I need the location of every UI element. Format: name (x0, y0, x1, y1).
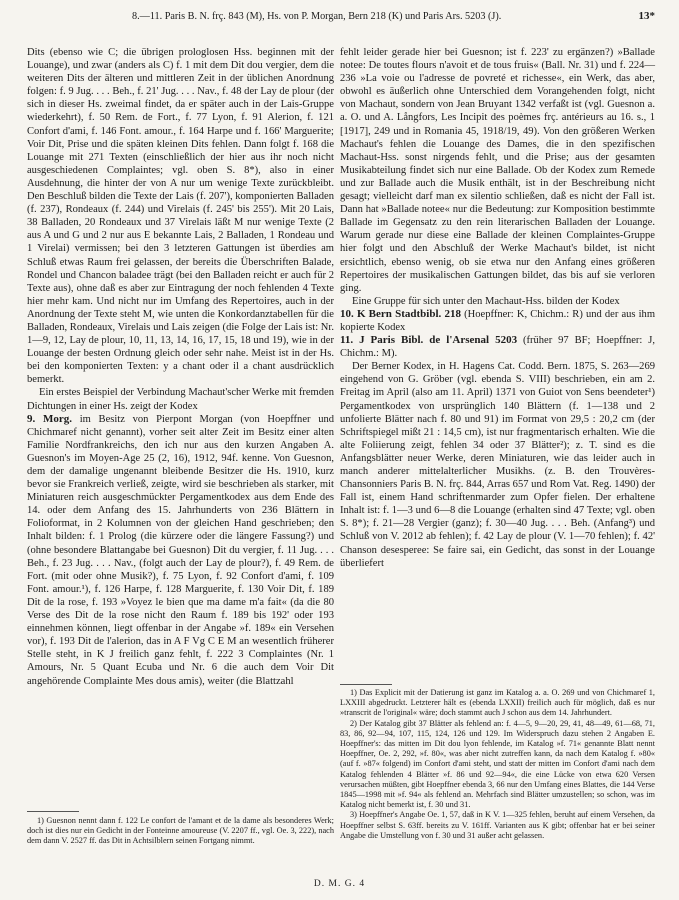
running-header (28, 10, 655, 26)
footnote-left-1: 1) Guesnon nennt dann f. 122 Le confort de l'amant et de la dame als besonderes Werk; doch ist dies nur ein Gedicht in der Fonteinne amoureuse (V. 2207 ff., vgl. Oe. 3, 222), nach dem dann V. 2527 ff. das Dit in Achtsilblern seinen Fortgang nimmt. (27, 816, 334, 846)
entry-11-title: Paris Bibl. de l'Arsenal 5203 (370, 334, 518, 347)
paragraph-manuscript-m: Dits (ebenso wie C; die übrigen prologlosen Hss. beginnen mit der Louange), und zwar (anders als C) f. 1 mit dem Dit dou vergier, dem die weiteren Dits der älteren und mittleren Zeit in der üblichen Anordnung folgen: f. 9 Jug. . . . Beh., f. 21' Jug. . . . Nav., f. 48 der Lay de plour (der sich in dieser Hs. zweimal findet, da er später auch in der Lais-Gruppe wiederkehrt), f. 50 Rem. de Fort., f. 77 Lyon, f. 91 Alerion, f. 121 Confort d'ami, f. 146 Font. amour., f. 164 Harpe und f. 166' Marguerite; Voir Dit, Prise und die späten kleinen Dits fehlen. Dann folgt f. 168 die Louange mit 271 Texten (einschließlich der hier aus ihr noch nicht ausgeschiedenen Complaintes; vgl. oben S. 8*), also in einer Ausdehnung, die hinter der von A nur um wenige Texte zurückbleibt. Den Beschluß bilden die Texte der Lais (f. 207'), komponierten Balladen (f. 237), Rondeaux (f. 244) und Virelais (f. 245' bis 255'). Mit 20 Lais, 38 Balladen, 20 Rondeaux und 37 Virelais läßt M nur wenige Texte (2 aus A und G und 2 nur aus E bekannte Lais, 2 Balladen, 1 Rondeau und 1 Virelai) vermissen; bei den 3 letzteren Gattungen ist überdies am Schluß etwas Raum frei gelassen, der bereits die Überschriften Balade, Rondel und Chancon baladee trägt (bei den Balladen reicht er auch für 2 Texte aus), ohne daß es aber zur Eintragung der noch fehlenden 4 Texte hier mehr kam. Und nicht nur im Umfang des Repertoires, auch in der Anordnung der Texte steht M, wie unten die Konkordanztabellen für die Balladen, Rondeaux, Virelais und Lais zeigen (die Folge der Lais ist: Nr. 1—9, 12, Lay de plour, 10, 11, 13, 14, 16, 17, 15, 18 und 19), wie in der Louange der besten Ordnung gleich oder sehr nahe. Meist ist in der Hs. bei den komponierten Texten: y a chant oder il a chant ausdrücklich bemerkt. (27, 47, 334, 386)
footnotes-right (340, 688, 655, 841)
paragraph-morgan-continued: fehlt leider gerade hier bei Guesnon; ist f. 223' zu ergänzen?) »Ballade notee: De toutes flours n'avoit et de tous fruis« (Ball. Nr. 31) und f. 224—236 »La voie ou l'adresse de povreté et richesse«, ein Werk, das aber, obwohl es äußerlich ohne Unterschied dem Vorangehenden folgt, nicht von Machaut, sondern von Jean Bruyant 1342 verfaßt ist (vgl. Guesnon a. a. O. und A. Långfors, Les Incipit des poèmes frç. antérieurs au 16. s., 1 [1917], 249 und in Romania 45, 1918/19, 49). Von den größeren Werken Machaut's fehlen die Louange des Dames, die in den spezifischen Machaut-Hss. sonst nirgends fehlt, und die Prise; aus der gesamten Musikabteilung findet sich nur eine Ballade. Ob der Kodex zum Remede und zur Ballade auch die Musik enthält, ist in der Beschreibung nicht gesagt; vielleicht darf man ex silentio schließen, daß es nicht der Fall ist. Dann hat »Ballade notee« nur die Bedeutung: zur Komposition bestimmte Ballade im Gegensatz zu den rein literarischen Balladen der Louange. Warum gerade nur diese eine Ballade der kleinen Complaintes-Gruppe hier folgt und den Abschluß der Werke Machaut's bildet, ist nicht ersichtlich, ebenso wenig, ob sie etwa nur den Anfang eines größeren Repertoires der musikalischen Gattungen bildet, das bis auf sie verloren ging. (340, 47, 655, 294)
entry-9-label: 9. Morg. (27, 412, 73, 425)
entry-9-morgan (27, 413, 334, 688)
page-number: 13* (638, 10, 655, 22)
footnote-right-3: 3) Hoepffner's Angabe Oe. 1, 57, daß in K V. 1—325 fehlen, beruht auf einem Versehen, da Hoepffner selbst S. 63ff. bereits zu V. 161ff. Varianten aus K gibt; offenbar hat er bei seiner Angabe die Umstellung von f. 30 und 31 außer acht gelassen. (340, 810, 655, 840)
entry-11-arsenal (340, 334, 655, 360)
header-title: 8.—11. Paris B. N. frç. 843 (M), Hs. von P. Morgan, Bern 218 (K) und Paris Ars. 5203 (J). (132, 11, 502, 22)
footnote-right-2: 2) Der Katalog gibt 37 Blätter als fehlend an: f. 4—5, 9—20, 29, 41, 48—49, 61—68, 71, 83, 86, 92—94, 107, 115, 124, 126 und 129. Im Widerspruch dazu stehen 2 Angaben E. Hoepffner's: das mitten im Dit dou lyon fehlende, im Katalog »f. 71« genannte Blatt nennt Hoepffner, Oe. 2, 292, »f. 80«, was aber nicht zutreffen kann, da nach dem Katalog f. »80« (auf f. »87« folgend) im Confort d'ami steht, und statt der mitten im Confort d'ami nach dem Katalog fehlenden 4 Blätter »f. 86 und 92—94«, die eine Lücke von etwa 620 Versen verursachen müßten, gibt Hoepffner ebenda 3, 66 nur den Umfang eines Blattes, die 144 Verse 1845—1998 mit »f. 94« als fehlend an. Mehrfach sind Blätter umzustellen; so schon, was im Katalog nicht bemerkt ist, f. 30 und 31. (340, 718, 655, 810)
paragraph-transition: Ein erstes Beispiel der Verbindung Machaut'scher Werke mit fremden Dichtungen in einer Hs. zeigt der Kodex (27, 387, 334, 412)
footnotes-left (27, 816, 334, 847)
entry-10-label: 10. K (340, 307, 366, 320)
left-column (27, 46, 334, 810)
footnote-rule-left (27, 811, 79, 812)
entry-11-label: 11. J (340, 334, 365, 347)
footnote-right-1: 1) Das Explicit mit der Datierung ist ganz im Katalog a. a. O. 269 und von Chichmaref 1, LXXIII abgedruckt. Letzterer hält es (ebenda LXXII) freilich auch für möglich, daß es nur »transcrit de l'original« wäre; doch stammt auch J schon aus dem 14. Jahrhundert. (340, 688, 655, 718)
paragraph-bern-description: Der Berner Kodex, in H. Hagens Cat. Codd. Bern. 1875, S. 263—269 eingehend von G. Gröber (vgl. ebenda S. VIII) beschrieben, ein am 2. Freitag im April (also am 11. April) 1371 von Guiot von Sens beendeter¹) Pergamentkodex von ursprünglich 140 Blättern (f. 1—138 und 2 unfolierte Blätter nach f. 80 und 91) im Format von 29,5 : 20,2 cm (der Schriftspiegel mißt 21 : 14,5 cm), ist nur fragmentarisch erhalten. Wie die alte Foliierung zeigt, fehlen 34 oder 37 Blätter²); z. T. sind es die Anfangsblätter neuer Werke, deren Miniaturen, wie das leider auch in manch anderer mittelalterlicher Musikhs. (z. B. den Trouvères-Chansonniers Paris B. N. frç. 844, Arras 657 und Rom Vat. Reg. 1490) der Fall ist, einem Hand schriftenmarder zum Opfer fielen. Der erhaltene Inhalt ist: f. 1—3 und 6—8 die Louange (erhalten sind 47 Texte; vgl. oben S. 8*); f. 21—28 Vergier (ganz); f. 30—40 Jug. . . . Beh. (Anfang³) und Schluß von V. 2012 ab fehlen); f. 42 Lay de plour (V. 1—70 fehlen); f. 42' Chanson desesperee: Se faire sai, ein Gedicht, das sonst in der Louange überliefert (340, 361, 655, 569)
entry-9-text: im Besitz von Pierpont Morgan (von Hoepffner und Chichmaref nicht genannt), vorher seit alter Zeit im Besitz einer alten Familie Nordfrankreichs, den ich nur aus den kurzen Angaben A. Guesnon's im Moyen-Age 25 (2, 16), 1912, 94f. kenne. Von Guesnon, dem der damalige ungenannt bleibende Besitzer die Hs. 1910, kurz bevor sie Frankreich verließ, zeigte, wird sie beschrieben als starker, mit Miniaturen reich ausgeschmückter Pergamentkodex aus dem Ende des 14. oder dem Anfang des 15. Jahrhunderts von 236 Blättern in Folioformat, in 2 Kolumnen von der gleichen Hand geschrieben; den Inhalt bilden: f. 1 Prolog (die kürzere oder die längere Fassung?) und (ohne besondere Blattangabe bei Guesnon) Dit du vergier, f. 11 Jug. . . . Beh., f. 23 Jug. . . . Nav., (folgt auch der Lay de plour?), f. 49 Rem. de Fort. (mit oder ohne Musik?), f. 75 Lyon, f. 92 Confort d'ami, f. 109 Font. amour.¹), f. 126 Harpe, f. 128 Marguerite, f. 130 Voir Dit, f. 189 Dit de la rose, f. 193 »Voyez le bien que ma dame m'a fait« (da die 80 Verse des Dit de la rose nicht den Raum f. 189 bis 192' oder 193 einnehmen können, liegt offenbar in der Angabe »f. 189« ein Versehen vor), f. 193 Dit de l'alerion, das in A F Vg C E M an wesentlich früherer Stelle steht, in K J freilich ganz fehlt, f. 222 3 Complaintes (Nr. 1 Amours, Nr. 5 Quant Ecuba und Nr. 6 die auch dem Voir Dit angehörende Complainte Mes dous amis), weiter (die Blattzahl (27, 413, 335, 687)
footnote-rule-right (340, 684, 392, 685)
paragraph-group-intro: Eine Gruppe für sich unter den Machaut-Hss. bilden der Kodex (352, 295, 620, 307)
entry-10-bern (340, 308, 655, 334)
signature-mark: D. M. G. 4 (313, 879, 366, 889)
entry-11-text: (früher 97 BF; Hoepffner: J, Chichm.: M). (340, 335, 655, 360)
entry-10-title: Bern Stadtbibl. 218 (368, 307, 462, 320)
right-column (340, 46, 655, 680)
entry-10-text: (Hoepffner: K, Chichm.: R) und der aus ihm kopierte Kodex (340, 308, 656, 333)
